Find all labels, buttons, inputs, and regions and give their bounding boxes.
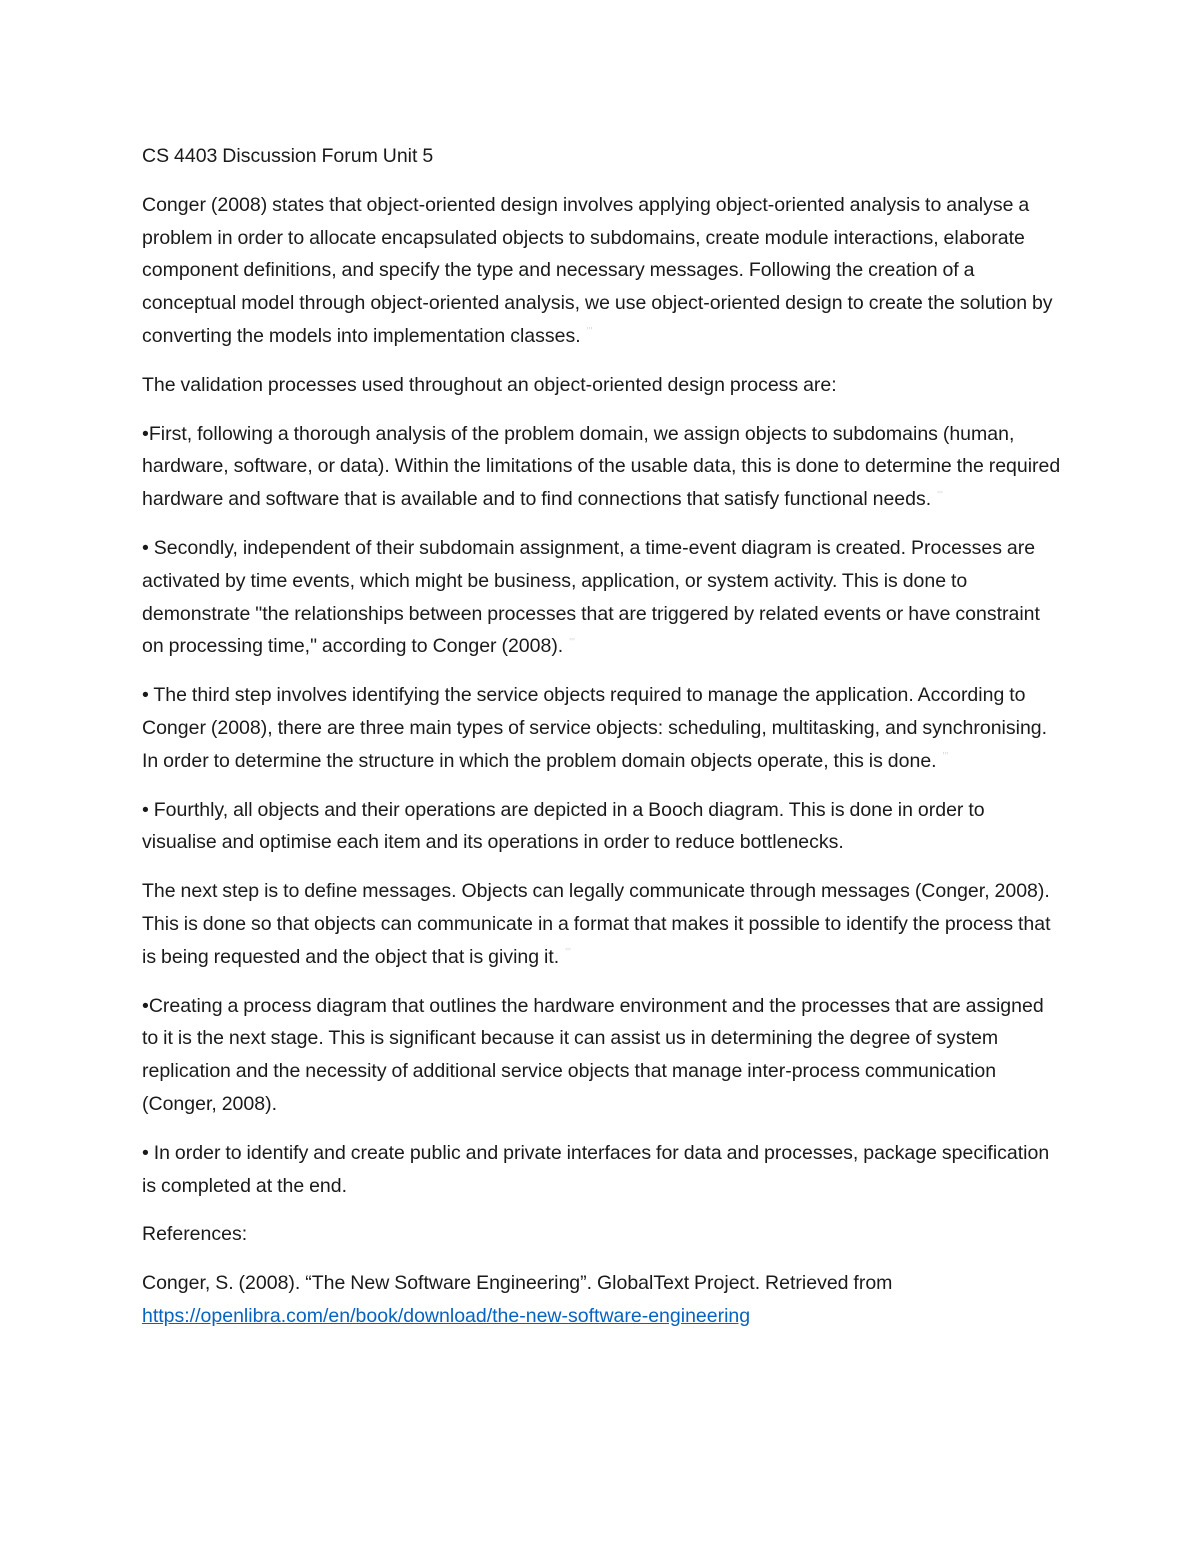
reference-link[interactable]: https://openlibra.com/en/book/download/the-new-software-engineering (142, 1304, 751, 1327)
paragraph-intro (142, 189, 1062, 353)
bullet-first-text: •First, following a thorough analysis of the problem domain, we assign objects to subdomains (human, hardware, software, or data). Within the limitations of the usable data, this is done to determine the required hardware and software that is available and to find connections that satisfy functional needs. (142, 422, 1061, 511)
paragraph-validation-intro: The validation processes used throughout an object-oriented design process are: (142, 373, 837, 396)
bullet-package-specification: • In order to identify and create public and private interfaces for data and processes, package specification is completed at the end. (142, 1141, 1050, 1197)
bullet-third-text: • The third step involves identifying the service objects required to manage the application. According to Conger (2008), there are three main types of service objects: scheduling, multitasking, and synchronising. In order to determine the structure in which the problem domain objects operate, this is done. (142, 684, 1048, 772)
bullet-first (142, 418, 1062, 516)
document-title: CS 4403 Discussion Forum Unit 5 (142, 145, 434, 167)
faint-mark: ''' (942, 751, 949, 763)
paragraph-messages (142, 875, 1062, 973)
paragraph-messages-text: The next step is to define messages. Objects can legally communicate through messages (Conger, 2008). This is done so that objects can communicate in a format that makes it possible to identify the process that is being requested and the object that is giving it. (142, 880, 1051, 968)
bullet-fourth: • Fourthly, all objects and their operations are depicted in a Booch diagram. This is done in order to visualise and optimise each item and its operations in order to reduce bottlenecks. (142, 798, 985, 854)
faint-mark: ''' (937, 489, 943, 501)
faint-mark: ''' (565, 947, 571, 959)
references-heading: References: (142, 1223, 248, 1246)
bullet-second-text: • Secondly, independent of their subdomain assignment, a time-event diagram is created. Processes are activated by time events, which might be business, application, or system activity. This is done to demonstrate "the relationships between processes that are triggered by related events or have constraint on processing time," according to Conger (2008). (142, 536, 1040, 658)
document-page (142, 140, 1062, 1349)
reference-entry (142, 1267, 1062, 1333)
paragraph-intro-text: Conger (2008) states that object-oriented design involves applying object-oriented analysis to analyse a problem in order to allocate encapsulated objects to subdomains, create module interactions, elaborate component definitions, and specify the type and necessary messages. Following the creation of a conceptual model through object-oriented analysis, we use object-oriented design to create the solution by converting the models into implementation classes. (142, 193, 1053, 347)
faint-mark: ''' (569, 636, 575, 648)
bullet-third (142, 679, 1062, 777)
reference-text: Conger, S. (2008). “The New Software Engineering”. GlobalText Project. Retrieved from (142, 1272, 893, 1295)
bullet-second (142, 532, 1062, 663)
bullet-process-diagram: •Creating a process diagram that outlines the hardware environment and the processes that are assigned to it is the next stage. This is significant because it can assist us in determining the degree of system replication and the necessity of additional service objects that manage inter-process communication (Conger, 2008). (142, 994, 1044, 1115)
faint-mark: ''' (586, 326, 593, 338)
